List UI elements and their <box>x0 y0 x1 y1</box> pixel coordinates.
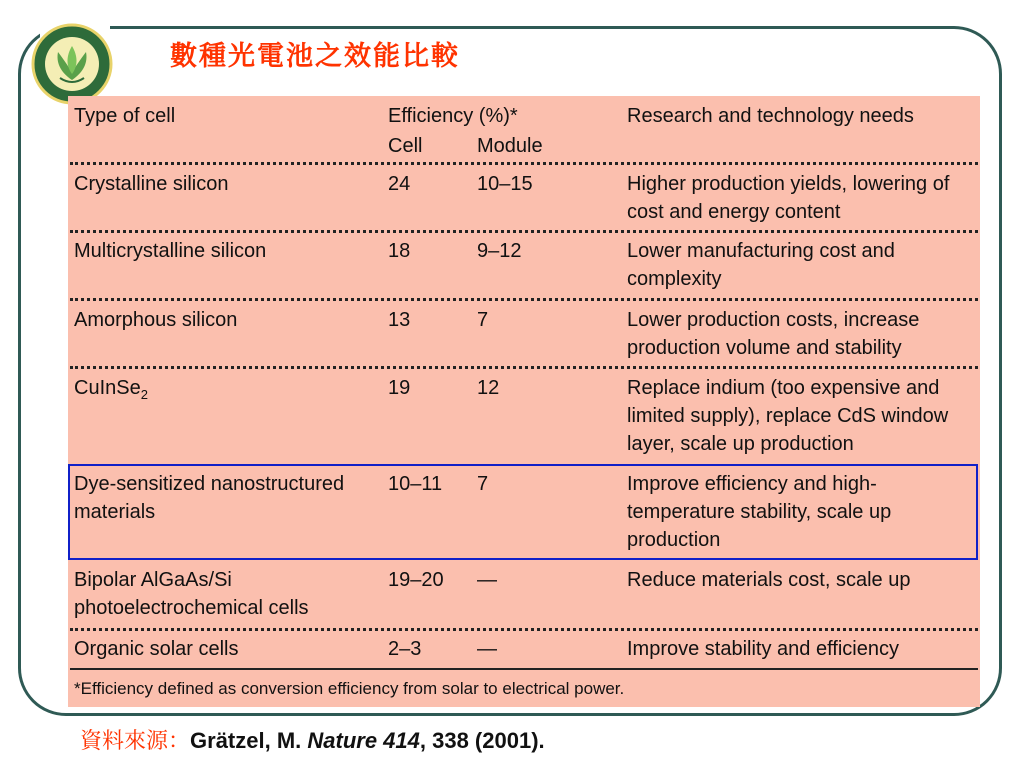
row-module: 7 <box>477 309 489 331</box>
row-module: 12 <box>477 377 500 399</box>
row-cell: 10–11 <box>388 473 443 495</box>
header-needs: Research and technology needs <box>627 105 914 127</box>
divider <box>70 230 978 233</box>
row-type: Dye-sensitized nanostructured materials <box>74 473 345 523</box>
row-module: 10–15 <box>477 173 533 195</box>
row-type: Amorphous silicon <box>74 309 238 331</box>
university-logo <box>30 22 114 106</box>
table-header <box>68 102 980 162</box>
row-needs: Lower manufacturing cost and complexity <box>627 240 895 290</box>
row-type: Bipolar AlGaAs/Si photoelectrochemical cells <box>74 569 309 619</box>
divider <box>70 298 978 301</box>
divider <box>70 628 978 631</box>
divider <box>70 668 978 670</box>
row-type: Multicrystalline silicon <box>74 240 267 262</box>
header-type: Type of cell <box>74 105 176 127</box>
divider <box>70 366 978 369</box>
row-cell: 24 <box>388 173 411 195</box>
row-module: — <box>477 638 497 660</box>
source-citation <box>80 724 545 755</box>
row-type: CuInSe$_2$ <box>74 377 148 402</box>
header-module: Module <box>477 135 543 157</box>
divider <box>70 162 978 165</box>
efficiency-table <box>68 96 980 707</box>
row-cell: 13 <box>388 309 411 331</box>
row-needs: Improve efficiency and high-temperature stability, scale up production <box>627 473 892 551</box>
source-author: Grätzel, M. <box>190 728 308 753</box>
source-label: 資料來源： <box>80 729 191 754</box>
row-type: Organic solar cells <box>74 638 239 660</box>
header-cell: Cell <box>388 135 423 157</box>
row-cell: 2–3 <box>388 638 422 660</box>
slide-title: 數種光電池之效能比較 <box>170 41 460 72</box>
source-rest: , 338 (2001). <box>419 728 545 753</box>
row-needs: Replace indium (too expensive and limited supply), replace CdS window layer, scale up production <box>627 377 949 455</box>
row-needs: Improve stability and efficiency <box>627 638 899 660</box>
row-module: 7 <box>477 473 489 495</box>
row-needs: Lower production costs, increase production volume and stability <box>627 309 920 359</box>
row-type: Crystalline silicon <box>74 173 229 195</box>
row-cell: 18 <box>388 240 411 262</box>
row-needs: Reduce materials cost, scale up <box>627 569 911 591</box>
row-module: — <box>477 569 497 591</box>
row-cell: 19–20 <box>388 569 444 591</box>
table-footnote: *Efficiency defined as conversion efficiency from solar to electrical power. <box>74 679 625 698</box>
source-journal: Nature 414 <box>307 728 420 753</box>
row-needs: Higher production yields, lowering of cost and energy content <box>627 173 950 223</box>
row-cell: 19 <box>388 377 411 399</box>
header-efficiency: Efficiency (%)* <box>388 105 518 127</box>
row-module: 9–12 <box>477 240 522 262</box>
